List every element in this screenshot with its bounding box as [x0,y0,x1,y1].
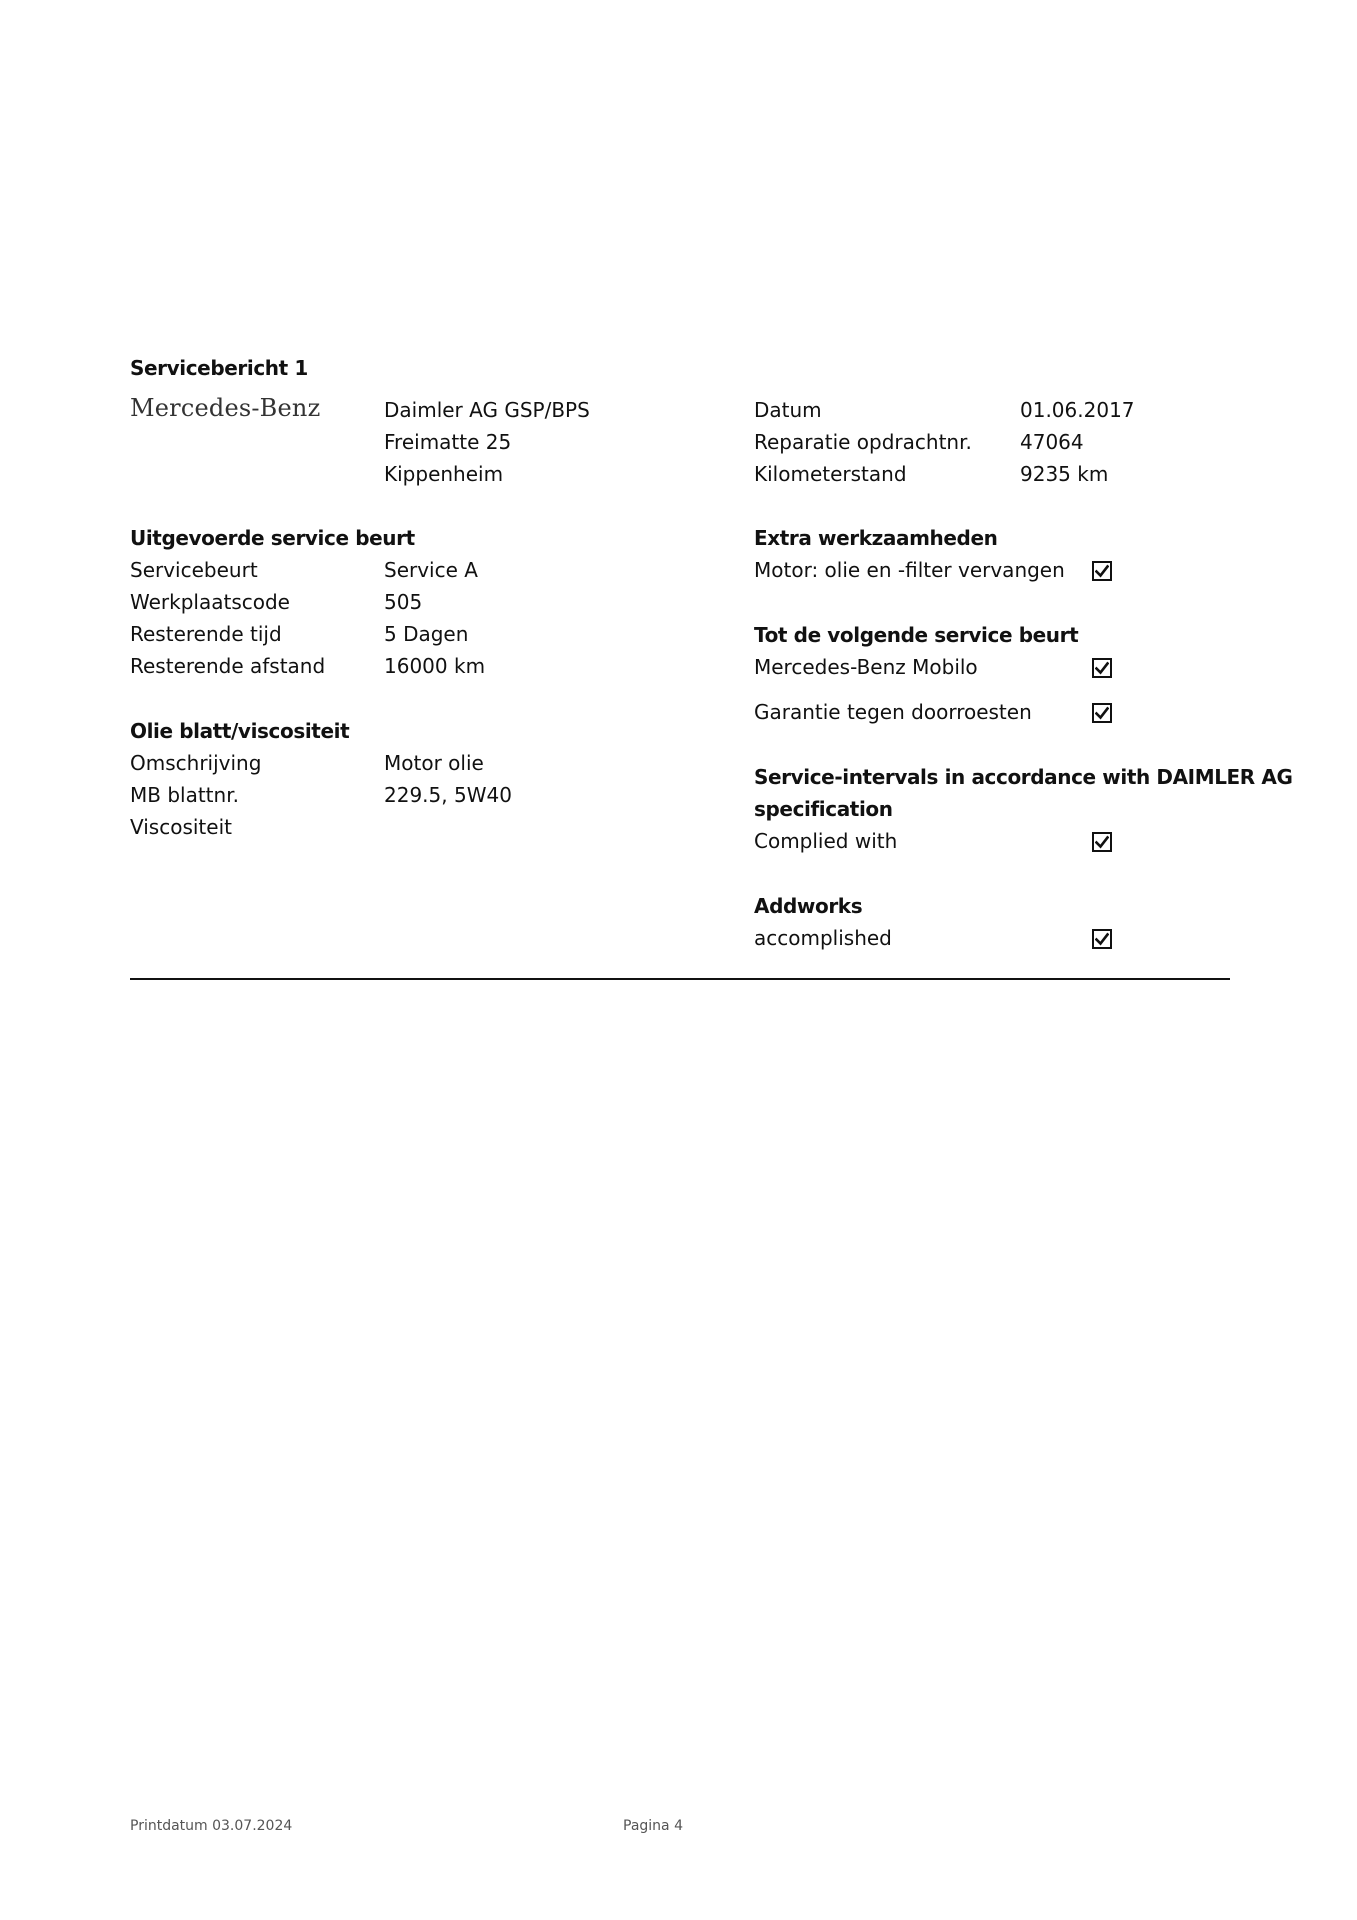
report-title: Servicebericht 1 [130,356,308,380]
oil-spec-label: MB blattnr. [130,783,239,807]
page-number: Pagina 4 [623,1818,683,1834]
viscosity-label: Viscositeit [130,815,232,839]
complied-checkbox [1092,832,1112,852]
checkmark-icon [1095,932,1109,946]
service-heading: Uitgevoerde service beurt [130,526,415,550]
accomplished-checkbox [1092,929,1112,949]
meta-value-order: 47064 [1020,430,1084,454]
mobilo-label: Mercedes-Benz Mobilo [754,655,978,679]
workshop-code-value: 505 [384,590,423,614]
remaining-time-label: Resterende tijd [130,622,282,646]
service-value: Service A [384,558,478,582]
dealer-street: Freimatte 25 [384,430,512,454]
complied-label: Complied with [754,829,898,853]
extra-heading: Extra werkzaamheden [754,526,998,550]
intervals-heading-line1: Service-intervals in accordance with DAIMLER AG [754,765,1293,789]
remaining-distance-value: 16000 km [384,654,486,678]
meta-label-date: Datum [754,398,822,422]
remaining-distance-label: Resterende afstand [130,654,326,678]
extra-item-label: Motor: olie en -filter vervangen [754,558,1065,582]
rust-warranty-label: Garantie tegen doorroesten [754,700,1032,724]
rust-warranty-checkbox [1092,703,1112,723]
print-date: Printdatum 03.07.2024 [130,1818,293,1834]
oil-spec-value: 229.5, 5W40 [384,783,512,807]
checkmark-icon [1095,835,1109,849]
meta-value-date: 01.06.2017 [1020,398,1135,422]
service-label: Servicebeurt [130,558,258,582]
checkmark-icon [1095,661,1109,675]
accomplished-label: accomplished [754,926,892,950]
addworks-heading: Addworks [754,894,863,918]
meta-label-mileage: Kilometerstand [754,462,907,486]
remaining-time-value: 5 Dagen [384,622,469,646]
meta-value-mileage: 9235 km [1020,462,1109,486]
next-service-heading: Tot de volgende service beurt [754,623,1079,647]
mercedes-benz-logo: Mercedes-Benz [130,394,321,422]
mobilo-checkbox [1092,658,1112,678]
oil-description-label: Omschrijving [130,751,262,775]
workshop-code-label: Werkplaatscode [130,590,290,614]
meta-label-order: Reparatie opdrachtnr. [754,430,972,454]
oil-description-value: Motor olie [384,751,484,775]
dealer-city: Kippenheim [384,462,504,486]
checkmark-icon [1095,564,1109,578]
dealer-name: Daimler AG GSP/BPS [384,398,590,422]
intervals-heading-line2: specification [754,797,893,821]
checkmark-icon [1095,706,1109,720]
extra-item-checkbox [1092,561,1112,581]
section-divider [130,978,1230,980]
oil-heading: Olie blatt/viscositeit [130,719,350,743]
